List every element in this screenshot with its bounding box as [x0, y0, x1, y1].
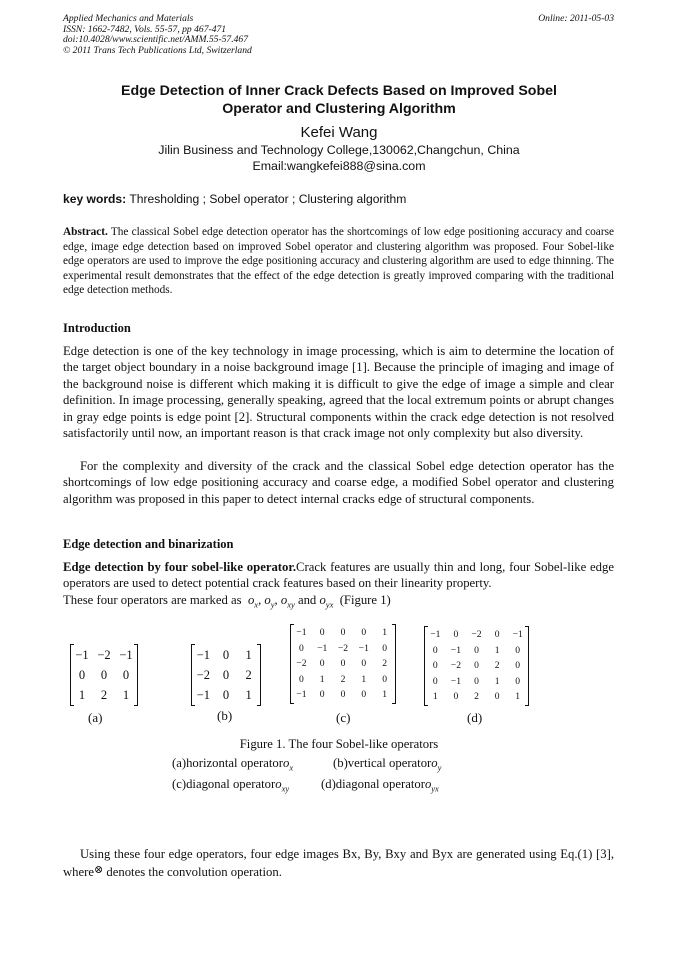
- matrix-cell: 0: [474, 644, 479, 656]
- intro-heading: Introduction: [63, 321, 131, 335]
- matrix-cell: −1: [196, 688, 210, 702]
- abstract-label: Abstract.: [63, 226, 108, 238]
- matrix-d: [424, 627, 529, 705]
- matrix-cell: 0: [382, 642, 387, 654]
- matrix-cell: −1: [296, 689, 307, 700]
- matrix-cell: 0: [361, 627, 367, 638]
- matrix-cell: 0: [494, 629, 500, 640]
- matrix-cell: 0: [340, 627, 346, 638]
- title-line-2: Operator and Clustering Algorithm: [222, 101, 456, 117]
- journal-name: Applied Mechanics and Materials: [63, 13, 194, 24]
- matrix-cell: 0: [515, 675, 521, 687]
- operator-d-symbol: $o_{yx}$: [424, 777, 439, 794]
- matrix-cell: 2: [340, 673, 346, 685]
- operator-b-line: [333, 756, 441, 773]
- matrix-d-cells: [425, 627, 528, 705]
- matrix-cell: 1: [122, 688, 130, 702]
- operator-d-line: [321, 777, 439, 794]
- affiliation-line: Jilin Business and Technology College,130062,Changchun, China: [158, 143, 520, 157]
- matrix-cell: −1: [196, 648, 210, 662]
- matrix-cell: 0: [222, 688, 230, 702]
- matrix-cell: 2: [100, 688, 108, 702]
- keywords-text: Thresholding ; Sobel operator ; Clustering algorithm: [129, 192, 407, 206]
- matrix-cell: −1: [450, 644, 461, 656]
- copyright-line: © 2011 Trans Tech Publications Ltd, Switzerland: [63, 44, 252, 56]
- operator-a-symbol: $o_x$: [282, 756, 294, 773]
- intro-paragraph-1: Edge detection is one of the key technology in image processing, which is aim to determine the location of the target object boundary in a noise background image [1]. Because the principle of imaging and image of the background noise is different which making it is difficult to give the edge of image a simple and clear definition. In image processing, generally speaking, agreed that the local extremum points or abrupt changes in gray edge points is edge point [2]. Structural components within the crack edge detection is not resolved satisfactorily until now, an important reason is that crack image not only complexity but also diversity.: [63, 344, 614, 441]
- matrix-cell: 1: [515, 691, 521, 702]
- author-name: Kefei Wang: [300, 124, 378, 141]
- matrix-b: [191, 645, 261, 705]
- oyx-symbol: $o_{yx}$: [319, 593, 334, 610]
- matrix-cell: 0: [494, 691, 500, 702]
- matrix-b-cells: [192, 645, 260, 705]
- edge-p2-start: These four operators are marked as: [63, 593, 242, 607]
- matrix-cell: 0: [361, 689, 367, 700]
- matrix-cell: −1: [512, 629, 523, 640]
- email-line: Email:wangkefei888@sina.com: [252, 158, 426, 173]
- matrix-cell: −2: [196, 668, 210, 682]
- matrix-cell: 0: [222, 668, 230, 682]
- matrix-cell: 1: [245, 688, 252, 702]
- operator-a-line: [172, 756, 293, 773]
- comma-2: ,: [274, 593, 278, 607]
- intro-paragraph-2: For the complexity and diversity of the crack and the classical Sobel edge detection operator has the shortcomings of low edge positioning accuracy and coarse edge, a modified Sobel operator and clustering algorithm was proposed in this paper to detect internal cracks edge of structural components.: [63, 459, 614, 506]
- matrix-cell: −2: [471, 629, 482, 640]
- matrix-cell: 1: [494, 675, 500, 687]
- matrix-c-cells: [291, 625, 395, 703]
- matrix-cell: −1: [430, 629, 441, 640]
- label-a: (a): [88, 710, 103, 725]
- matrix-cell: 0: [299, 673, 304, 685]
- matrix-cell: 1: [432, 691, 438, 702]
- comma-1: ,: [258, 593, 262, 607]
- matrix-cell: −2: [97, 648, 111, 662]
- author-affiliation: [0, 143, 678, 174]
- matrix-cell: 0: [515, 660, 521, 671]
- operator-b-text: (b)vertical operator: [333, 756, 432, 770]
- matrix-cell: 0: [319, 627, 325, 638]
- and-word: and: [297, 593, 317, 607]
- operator-c-line: [172, 777, 289, 794]
- matrix-cell: 0: [453, 629, 459, 640]
- matrix-cell: 2: [245, 668, 252, 682]
- matrix-cell: 0: [474, 675, 479, 687]
- edge-p2-end: (Figure 1): [339, 593, 391, 607]
- label-d: (d): [467, 710, 483, 725]
- matrix-cell: −2: [296, 658, 307, 669]
- matrix-cell: 1: [361, 673, 367, 685]
- matrix-cell: 0: [100, 668, 108, 682]
- issn-line: ISSN: 1662-7482, Vols. 55-57, pp 467-471: [63, 23, 227, 35]
- matrix-cell: 0: [340, 658, 346, 669]
- edge-heading: Edge detection and binarization: [63, 537, 234, 551]
- convolution-symbol: ⊗: [94, 864, 104, 877]
- label-b: (b): [217, 708, 233, 723]
- operator-c-symbol: $o_{xy}$: [275, 777, 290, 794]
- edge-paragraph-1: [63, 559, 614, 592]
- matrix-cell: 2: [494, 660, 500, 671]
- matrix-cell: 0: [222, 648, 230, 662]
- oy-symbol: $o_y$: [264, 593, 275, 610]
- edge-paragraph-2: [63, 592, 614, 613]
- ox-symbol: $o_x$: [247, 593, 259, 610]
- matrix-cell: −1: [450, 675, 461, 687]
- matrix-cell: −1: [317, 642, 328, 654]
- matrix-cell: 1: [382, 627, 387, 638]
- matrix-cell: 0: [515, 644, 521, 656]
- matrix-cell: 1: [78, 688, 86, 702]
- matrix-a: [70, 645, 138, 705]
- matrix-cell: 0: [474, 660, 479, 671]
- matrix-cell: 1: [319, 673, 325, 685]
- matrix-cell: −2: [337, 642, 349, 654]
- operator-b-symbol: $o_y$: [431, 756, 442, 773]
- matrix-cell: 0: [432, 644, 438, 656]
- matrix-cell: −1: [75, 648, 89, 662]
- paper-title: [40, 82, 638, 118]
- matrix-cell: 0: [319, 658, 325, 669]
- journal-header: [63, 14, 252, 56]
- matrix-a-cells: [71, 645, 137, 705]
- matrix-cell: −1: [296, 627, 307, 638]
- oxy-symbol: $o_{xy}$: [280, 593, 295, 610]
- matrix-cell: 0: [453, 691, 459, 702]
- matrix-cell: 1: [494, 644, 500, 656]
- matrix-cell: 2: [474, 691, 479, 702]
- operator-a-text: (a)horizontal operator: [172, 756, 283, 770]
- matrix-cell: 1: [245, 648, 252, 662]
- matrix-cell: 0: [432, 660, 438, 671]
- edge-text: Crack features are usually thin and long, four Sobel-like edge operators are used to detect potential crack features based on their linearity property.: [63, 560, 614, 591]
- matrix-cell: 0: [122, 668, 130, 682]
- matrix-cell: 0: [340, 689, 346, 700]
- matrix-cell: 2: [382, 658, 387, 669]
- matrix-cell: 0: [319, 689, 325, 700]
- edge-lead: Edge detection by four sobel-like operator.: [63, 560, 297, 574]
- matrix-c: [290, 625, 396, 703]
- matrix-cell: 0: [361, 658, 367, 669]
- abstract-text: The classical Sobel edge detection operator has the shortcomings of low edge positioning accuracy and coarse edge, image edge detection based on improved Sobel operator and clustering algorithm was proposed. Four Sobel-like edge operators are used to improve the edge positioning accuracy and clustering algorithm are used to edge thinning. The experimental result demonstrates that the effect of the edge detection is greatly improved comparing with the traditional edge detection methods.: [63, 226, 614, 297]
- title-line-1: Edge Detection of Inner Crack Defects Based on Improved Sobel: [121, 83, 557, 99]
- doi-line: doi:10.4028/www.scientific.net/AMM.55-57.467: [63, 34, 249, 46]
- matrix-cell: −2: [450, 660, 461, 671]
- figure-caption: Figure 1. The four Sobel-like operators: [239, 737, 439, 751]
- matrix-cell: 0: [299, 642, 304, 654]
- matrix-cell: 1: [382, 689, 387, 700]
- keywords-line: [63, 192, 406, 206]
- matrix-cell: −1: [358, 642, 369, 654]
- matrix-cell: 0: [382, 673, 387, 685]
- final-paragraph: [63, 846, 614, 881]
- operator-d-text: (d)diagonal operator: [321, 777, 425, 791]
- final-text-end: denotes the convolution operation.: [106, 865, 282, 880]
- keywords-label: key words:: [63, 192, 127, 206]
- operator-c-text: (c)diagonal operator: [172, 777, 276, 791]
- final-text-start: Using these four edge operators, four edge images Bx, By, Bxy and Byx are generated using Eq.(1) [3], where: [63, 847, 614, 880]
- matrix-cell: −1: [119, 648, 133, 662]
- matrix-cell: 0: [432, 675, 438, 687]
- online-date: Online: 2011-05-03: [538, 13, 614, 24]
- matrix-cell: 0: [78, 668, 86, 682]
- label-c: (c): [336, 710, 351, 725]
- abstract-block: [63, 225, 614, 298]
